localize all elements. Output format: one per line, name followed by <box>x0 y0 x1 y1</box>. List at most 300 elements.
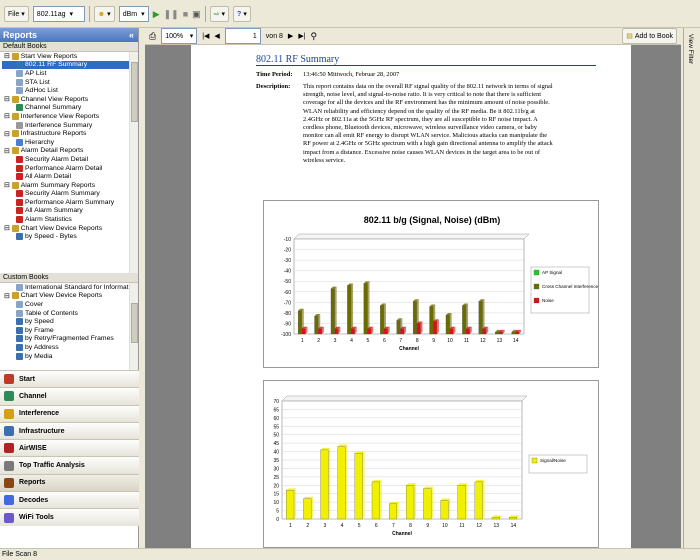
tree-item-label: Security Alarm Detail <box>25 155 89 163</box>
nav-icon <box>4 443 14 453</box>
y-tick-label: 65 <box>273 407 279 414</box>
default-books-tree <box>0 52 138 273</box>
bar <box>372 482 380 519</box>
bar <box>315 316 319 334</box>
tree-item[interactable] <box>2 95 138 104</box>
tree-item-label: Table of Contents <box>25 309 78 317</box>
chevron-down-icon: ▾ <box>107 11 111 18</box>
y-tick-label: -40 <box>283 268 291 275</box>
tree-item[interactable] <box>2 232 138 241</box>
report-icon <box>16 173 23 180</box>
bar-side <box>363 451 365 519</box>
bar <box>298 311 302 334</box>
book-icon <box>12 53 19 60</box>
nav-icon <box>4 495 14 505</box>
report-icon <box>16 87 23 94</box>
y-tick-label: -10 <box>283 237 291 243</box>
tree-item-label: Chart View Device Reports <box>20 224 103 232</box>
status-bar: File Scan 8 <box>0 548 700 560</box>
bar <box>321 450 329 519</box>
tree-item[interactable] <box>2 309 138 318</box>
chart-title: 802.11 b/g (Signal, Noise) (dBm) <box>363 215 501 225</box>
tree-item-label: 802.11 RF Summary <box>25 61 88 69</box>
x-tick-label: 5 <box>357 523 361 529</box>
report-icon <box>16 301 23 308</box>
book-icon <box>12 147 19 154</box>
collapse-icon[interactable]: ⊟ <box>4 113 10 121</box>
book-icon <box>12 96 19 103</box>
nav-label: Top Traffic Analysis <box>19 462 85 470</box>
bar <box>355 453 363 519</box>
tree-item[interactable] <box>2 69 138 78</box>
tree-item[interactable] <box>2 86 138 95</box>
plot-area <box>294 239 524 334</box>
report-icon <box>16 327 23 334</box>
smiley-menu-button[interactable] <box>94 6 115 22</box>
description-line: wireless service. <box>303 156 346 164</box>
tree-item[interactable] <box>2 326 138 335</box>
tree-item[interactable] <box>2 190 138 199</box>
report-icon <box>16 165 23 172</box>
y-tick-label: 20 <box>273 483 279 490</box>
separator <box>89 6 90 22</box>
tree-item-label: All Alarm Detail <box>25 173 72 181</box>
tree-item[interactable] <box>2 172 138 181</box>
stop-icon[interactable]: ■ <box>182 9 189 19</box>
bar <box>495 332 499 334</box>
legend-label: Cross Channel Interference <box>542 284 599 289</box>
tree-item-label: Infrastructure Reports <box>20 130 87 138</box>
report-icon <box>16 104 23 111</box>
bar-side <box>345 445 347 519</box>
nav-reports[interactable] <box>0 474 139 491</box>
report-icon <box>16 70 23 77</box>
nav-label: WiFi Tools <box>19 514 54 522</box>
bar <box>446 315 450 334</box>
legend-swatch <box>532 458 537 463</box>
last-page-icon[interactable]: ▶| <box>298 33 306 40</box>
x-tick-label: 9 <box>432 338 436 344</box>
chevron-down-icon: ▾ <box>189 33 194 40</box>
tree-item[interactable] <box>2 300 138 309</box>
x-tick-label: 8 <box>409 523 412 529</box>
report-icon <box>16 79 23 86</box>
legend-label: AP Signal <box>542 270 563 275</box>
bar <box>351 329 355 334</box>
nav-wifi-tools[interactable] <box>0 508 139 525</box>
report-icon <box>16 190 23 197</box>
bar <box>331 289 335 334</box>
report-icon <box>16 284 23 291</box>
tree-item[interactable] <box>2 164 138 173</box>
collapse-icon[interactable]: ⊟ <box>4 130 10 138</box>
collapse-icon[interactable]: ⊟ <box>4 96 10 104</box>
bar-side <box>397 502 399 519</box>
y-tick-label: -90 <box>283 321 291 328</box>
bar-side <box>351 283 353 334</box>
report-icon <box>16 122 23 129</box>
tree-item[interactable] <box>2 343 138 352</box>
x-axis-label: Channel <box>392 531 412 537</box>
x-tick-label: 7 <box>392 523 395 529</box>
tree-item[interactable] <box>2 207 138 216</box>
band-select-value: 802.11ag <box>36 10 66 18</box>
y-tick-label: 10 <box>273 500 279 507</box>
tree-item-label: by Retry/Fragmented Frames <box>25 335 114 343</box>
bar <box>335 329 339 334</box>
zoom-select[interactable] <box>161 28 197 44</box>
description-line: 2.4GHz or 802.11a at the 5GHz RF spectrum, they are all susceptible to RF noise impact. A <box>303 115 538 123</box>
bar <box>338 447 346 519</box>
bar <box>458 485 466 519</box>
time-period-label: Time Period: <box>256 71 293 78</box>
x-tick-label: 3 <box>323 523 327 529</box>
plot-back <box>294 234 529 239</box>
bar <box>423 489 431 519</box>
tree-item[interactable] <box>2 112 138 121</box>
add-to-book-button[interactable] <box>622 28 677 44</box>
tree-item-label: Cover <box>25 300 44 308</box>
report-page <box>191 45 631 548</box>
bar <box>483 329 487 334</box>
bar <box>400 329 404 334</box>
bar <box>512 332 516 334</box>
tree-item-label: Interference Summary <box>25 121 93 129</box>
bar <box>406 485 414 519</box>
chevron-down-icon: ▾ <box>243 11 247 18</box>
report-icon <box>16 199 23 206</box>
zoom-value: 100% <box>165 32 184 40</box>
tree-item[interactable] <box>2 292 138 301</box>
export-icon: ⇨ <box>213 11 220 18</box>
collapse-icon[interactable]: ⊟ <box>4 147 10 155</box>
bar <box>499 332 503 334</box>
report-viewer <box>145 28 681 548</box>
bar <box>479 301 483 334</box>
tree-item[interactable] <box>2 121 138 130</box>
y-tick-label: -70 <box>283 300 291 307</box>
report-icon <box>16 216 23 223</box>
tree-item[interactable] <box>2 335 138 344</box>
tree-item[interactable] <box>2 317 138 326</box>
tree-item[interactable] <box>2 138 138 147</box>
tree-item-label: Security Alarm Summary <box>25 190 100 198</box>
unit-select[interactable] <box>119 6 149 22</box>
snr-chart <box>263 380 599 548</box>
tree-item[interactable] <box>2 104 138 113</box>
y-tick-label: 25 <box>273 474 279 481</box>
nav-label: AirWISE <box>19 444 47 452</box>
bar-side <box>328 448 330 519</box>
book-icon <box>12 292 19 299</box>
page-number-value: 1 <box>252 32 257 40</box>
help-icon: ? <box>237 10 242 18</box>
tree-item-label: by Speed <box>25 318 54 326</box>
x-tick-label: 4 <box>350 338 353 344</box>
binoculars-icon[interactable]: ⚲ <box>310 30 318 41</box>
bar-side <box>380 480 382 519</box>
nav-label: Channel <box>19 392 47 400</box>
nav-decodes[interactable] <box>0 491 139 508</box>
tree-item-label: Alarm Statistics <box>25 216 72 224</box>
nav-icon <box>4 374 14 384</box>
tree-item[interactable] <box>2 283 138 292</box>
tree-item-label: Alarm Summary Reports <box>20 181 96 189</box>
smiley-icon: ☻ <box>97 10 106 18</box>
tree-item-label: Interference View Reports <box>20 112 100 120</box>
chevron-down-icon: ▾ <box>141 11 145 18</box>
nav-icon <box>4 478 14 488</box>
separator <box>205 6 206 22</box>
tree-item-label: Channel View Reports <box>20 95 89 103</box>
bar-side <box>311 497 313 519</box>
x-axis-label: Channel <box>399 346 419 352</box>
nav-label: Decodes <box>19 496 49 504</box>
nav-icon <box>4 461 14 471</box>
collapse-icon[interactable]: ⊟ <box>4 225 10 233</box>
bar <box>368 329 372 334</box>
report-icon <box>16 335 23 342</box>
tree-item[interactable] <box>2 78 138 87</box>
y-tick-label: 55 <box>273 424 279 431</box>
x-tick-label: 8 <box>415 338 419 344</box>
description-line: cordless phone, Bluetooth devices, microwave, wireless surveillance video camera, or baby <box>303 124 537 132</box>
report-icon <box>16 344 23 351</box>
nav-top-traffic-analysis[interactable] <box>0 456 139 473</box>
tree-item[interactable] <box>2 215 138 224</box>
x-tick-label: 2 <box>306 523 310 529</box>
y-tick-label: -20 <box>283 247 291 254</box>
bar <box>380 306 384 335</box>
signal-noise-chart-svg <box>264 201 600 369</box>
y-tick-label: -100 <box>280 332 291 338</box>
bar-side <box>431 487 433 519</box>
description-line: monitor can all emit RF energy to disrupt WLAN service. Malicious attacks can manipulate the <box>303 132 548 140</box>
tree-item[interactable] <box>2 224 138 233</box>
x-tick-label: 11 <box>463 338 470 344</box>
tree-item-label: STA List <box>25 78 50 86</box>
y-tick-label: -80 <box>283 310 291 317</box>
vertical-scrollbar[interactable] <box>129 283 138 376</box>
tree-item[interactable] <box>2 181 138 190</box>
custom-books-tree <box>0 283 138 376</box>
main-toolbar <box>0 0 700 28</box>
x-tick-label: 11 <box>459 523 465 529</box>
x-tick-label: 13 <box>493 523 500 529</box>
snr-chart-svg <box>264 381 600 549</box>
report-icon <box>16 310 23 317</box>
bar <box>384 329 388 334</box>
tree-item-label: Alarm Detail Reports <box>20 147 84 155</box>
tree-item-label: International Standard for Informat <box>25 283 129 291</box>
panel-title: Reports <box>3 30 38 40</box>
book-icon: ▤ <box>626 33 633 40</box>
tree-item-label: by Speed - Bytes <box>25 233 77 241</box>
bar-side <box>465 483 467 519</box>
y-tick-label: 15 <box>273 491 279 498</box>
tree-item-label: Chart View Device Reports <box>20 292 103 300</box>
chevron-down-icon: ▾ <box>221 11 226 18</box>
view-filter-panel[interactable] <box>683 28 700 548</box>
tree-item[interactable] <box>2 198 138 207</box>
previous-page-icon[interactable]: ◀ <box>214 33 220 40</box>
nav-infrastructure[interactable] <box>0 422 139 439</box>
panel-header <box>0 28 138 42</box>
description-text <box>303 83 623 165</box>
report-icon <box>16 353 23 360</box>
book-icon <box>12 113 19 120</box>
bar <box>389 504 397 519</box>
legend-label: Signal/Noise <box>540 458 566 463</box>
legend-swatch <box>534 270 539 275</box>
chevron-left-icon[interactable]: « <box>128 30 134 40</box>
x-tick-label: 10 <box>442 523 448 529</box>
signal-noise-chart <box>263 200 599 368</box>
nav-label: Infrastructure <box>19 427 65 435</box>
y-tick-label: 5 <box>276 508 279 515</box>
bar-side <box>448 498 450 519</box>
first-page-icon[interactable]: |◀ <box>202 33 210 40</box>
bar <box>450 329 454 334</box>
bar <box>433 321 437 334</box>
nav-channel[interactable] <box>0 387 139 404</box>
tree-item[interactable] <box>2 155 138 164</box>
bar <box>286 490 294 519</box>
report-icon <box>16 156 23 163</box>
x-tick-label: 4 <box>340 523 344 529</box>
y-tick-label: 60 <box>273 415 279 422</box>
x-tick-label: 7 <box>399 338 403 344</box>
bar <box>417 323 421 334</box>
y-tick-label: -30 <box>283 258 291 265</box>
time-period-value: 13:46:50 Mittwoch, Februar 28, 2007 <box>303 71 400 78</box>
bar-side <box>414 483 416 519</box>
chevron-down-icon: ▾ <box>69 11 73 18</box>
file-menu-button[interactable] <box>4 6 29 22</box>
bar <box>413 301 417 334</box>
x-tick-label: 1 <box>300 338 304 344</box>
y-tick-label: 40 <box>273 449 279 456</box>
play-icon[interactable]: ▶ <box>152 8 160 19</box>
bar <box>318 329 322 334</box>
nav-interference[interactable] <box>0 405 139 422</box>
bar <box>475 482 483 519</box>
nav-label: Start <box>19 375 35 383</box>
chevron-down-icon: ▾ <box>21 11 25 18</box>
nav-icon <box>4 426 14 436</box>
view-filter-label: View Filter <box>687 34 694 65</box>
plot-back <box>282 396 527 401</box>
tree-item[interactable] <box>2 52 138 61</box>
tree-item[interactable] <box>2 352 138 361</box>
description-line: strength, noise level, and signal-to-noise ratio. It is very critical to note that there is sufficient <box>303 91 542 99</box>
y-tick-label: 45 <box>273 441 279 448</box>
title-rule <box>256 65 596 66</box>
add-to-book-label: Add to Book <box>634 32 673 40</box>
x-tick-label: 9 <box>426 523 430 529</box>
help-menu-button[interactable] <box>233 6 251 22</box>
nav-airwise[interactable] <box>0 439 139 456</box>
tree-item-label: by Media <box>25 352 53 360</box>
x-tick-label: 13 <box>496 338 503 344</box>
navigation-bar <box>0 370 139 526</box>
bar <box>303 499 311 519</box>
tree-item-label: Performance Alarm Summary <box>25 198 115 206</box>
camera-icon[interactable]: ▣ <box>192 8 201 19</box>
report-icon <box>16 233 23 240</box>
bar <box>397 320 401 334</box>
book-icon <box>12 182 19 189</box>
collapse-icon[interactable]: ⊟ <box>4 292 10 300</box>
y-tick-label: 50 <box>273 432 279 439</box>
bar <box>466 329 470 334</box>
bar <box>430 307 434 334</box>
pause-icon[interactable]: ❚❚ <box>163 8 179 19</box>
x-tick-label: 1 <box>289 523 292 529</box>
nav-icon <box>4 513 14 523</box>
description-line: impact from a distance. Excessive noise causes WLAN devices in the target area to be out of <box>303 148 541 156</box>
tree-item-label: Performance Alarm Detail <box>25 164 103 172</box>
page-number-input[interactable] <box>225 28 261 44</box>
description-line: RF power at 2.4GHz or 5GHz spectrum with a high gain directional antenna to amplify the attack <box>303 140 553 148</box>
x-tick-label: 14 <box>510 523 517 529</box>
tree-item-label: Hierarchy <box>25 138 55 146</box>
export-menu-button[interactable] <box>210 6 229 22</box>
x-tick-label: 6 <box>382 338 386 344</box>
bar-side <box>483 480 485 519</box>
band-select[interactable] <box>33 6 85 22</box>
bar <box>302 329 306 334</box>
tree-item[interactable] <box>2 129 138 138</box>
nav-start[interactable] <box>0 370 139 387</box>
x-tick-label: 6 <box>374 523 378 529</box>
page-count-label: von 8 <box>265 32 283 40</box>
print-icon[interactable]: ⎙ <box>149 30 157 41</box>
report-icon <box>16 139 23 146</box>
nav-icon <box>4 391 14 401</box>
bar-side <box>294 488 296 519</box>
vertical-scrollbar[interactable] <box>129 52 138 273</box>
bar <box>492 517 500 519</box>
bar-side <box>335 287 337 334</box>
x-tick-label: 3 <box>333 338 337 344</box>
next-page-icon[interactable]: ▶ <box>287 33 294 40</box>
tree-item[interactable] <box>2 147 138 156</box>
collapse-icon[interactable]: ⊟ <box>4 53 10 61</box>
y-tick-label: 70 <box>273 399 279 405</box>
y-tick-label: 35 <box>273 458 279 464</box>
x-tick-label: 5 <box>366 338 370 344</box>
book-icon <box>12 225 19 232</box>
custom-books-header: Custom Books <box>0 273 138 283</box>
description-line: WLAN reliability and efficiency depend on the quality of the RF media. Be it 802.11b/g at <box>303 107 535 115</box>
description-line: coverage for all the devices and the RF environment has the minimum amount of noise possible. <box>303 99 550 107</box>
y-tick-label: 30 <box>273 466 279 473</box>
bar <box>509 517 517 519</box>
report-title: 802.11 RF Summary <box>256 54 340 65</box>
x-tick-label: 12 <box>476 523 482 529</box>
nav-label: Interference <box>19 410 60 418</box>
bar <box>441 500 449 519</box>
y-tick-label: 0 <box>276 517 279 523</box>
tree-item-label: AP List <box>25 69 47 77</box>
book-icon <box>12 130 19 137</box>
tree-item-label: by Address <box>25 343 59 351</box>
collapse-icon[interactable]: ⊟ <box>4 182 10 190</box>
tree-item-label: Start View Reports <box>20 52 78 60</box>
tree-item[interactable] <box>2 61 138 70</box>
report-icon <box>16 61 23 68</box>
